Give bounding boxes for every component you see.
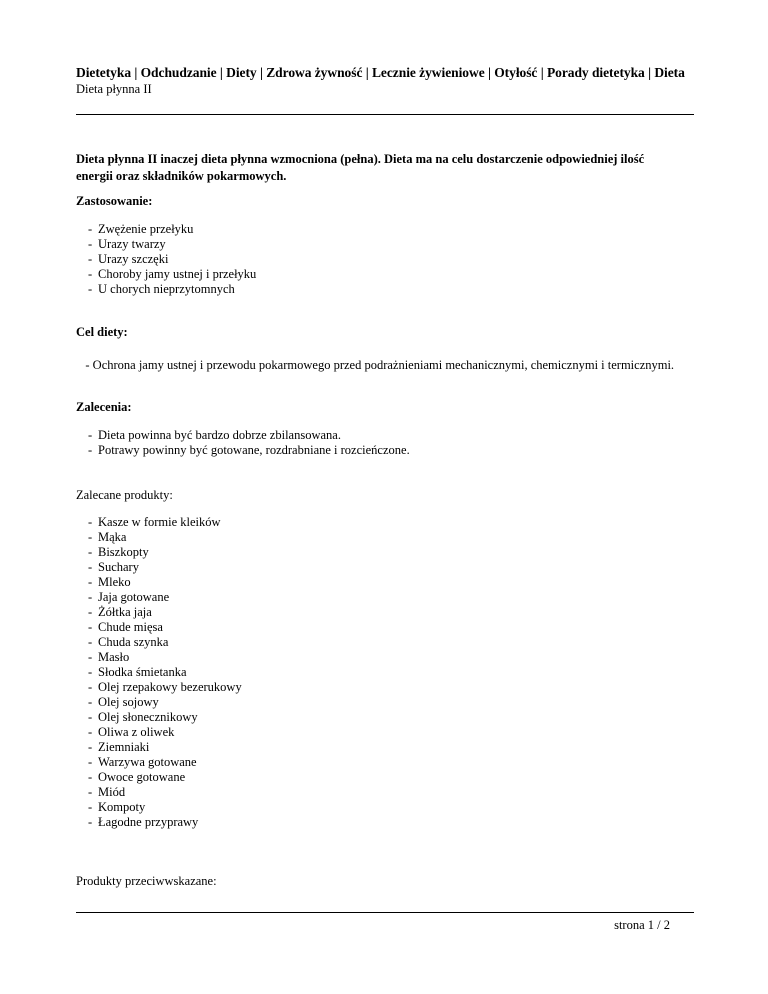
list-bullet: - bbox=[88, 620, 93, 634]
cel-diety-paragraph: - Ochrona jamy ustnej i przewodu pokarmowego przed podrażnieniami mechanicznymi, chemicznymi i termicznymi. bbox=[76, 358, 675, 372]
list-item bbox=[88, 222, 256, 237]
header-divider bbox=[76, 114, 694, 115]
list-item-text: Masło bbox=[98, 650, 130, 664]
list-item-text: Łagodne przyprawy bbox=[98, 815, 199, 829]
list-item-text: Mleko bbox=[98, 575, 131, 589]
page-number: strona 1 / 2 bbox=[614, 918, 670, 932]
section-heading-cel-diety: Cel diety: bbox=[76, 325, 128, 339]
list-bullet: - bbox=[88, 515, 93, 529]
list-item-text: Jaja gotowane bbox=[98, 590, 170, 604]
list-item bbox=[88, 428, 410, 443]
list-bullet: - bbox=[88, 252, 93, 266]
list-item-text: Żółtka jaja bbox=[98, 605, 152, 619]
list-item bbox=[88, 515, 242, 530]
header-subtitle: Dieta płynna II bbox=[76, 82, 152, 96]
list-item bbox=[88, 575, 242, 590]
list-bullet: - bbox=[88, 770, 93, 784]
list-item bbox=[88, 770, 242, 785]
list-item-text: Olej rzepakowy bezerukowy bbox=[98, 680, 242, 694]
list-bullet: - bbox=[88, 428, 93, 442]
list-item-text: Mąka bbox=[98, 530, 127, 544]
list-item bbox=[88, 443, 410, 458]
list-item bbox=[88, 545, 242, 560]
list-bullet: - bbox=[88, 755, 93, 769]
list-bullet: - bbox=[88, 635, 93, 649]
list-item bbox=[88, 282, 256, 297]
list-bullet: - bbox=[88, 695, 93, 709]
list-bullet: - bbox=[88, 740, 93, 754]
list-item-text: Owoce gotowane bbox=[98, 770, 186, 784]
list-bullet: - bbox=[88, 605, 93, 619]
list-item bbox=[88, 800, 242, 815]
list-item bbox=[88, 815, 242, 830]
list-bullet: - bbox=[88, 575, 93, 589]
list-item-text: Słodka śmietanka bbox=[98, 665, 187, 679]
list-bullet: - bbox=[88, 590, 93, 604]
list-item bbox=[88, 605, 242, 620]
list-item-text: Olej słonecznikowy bbox=[98, 710, 198, 724]
list-item-text: Zwężenie przełyku bbox=[98, 222, 194, 236]
section-heading-zastosowanie: Zastosowanie: bbox=[76, 194, 153, 208]
list-item-text: Olej sojowy bbox=[98, 695, 159, 709]
list-item bbox=[88, 665, 242, 680]
list-item bbox=[88, 680, 242, 695]
list-bullet: - bbox=[88, 725, 93, 739]
list-bullet: - bbox=[88, 530, 93, 544]
list-item-text: Biszkopty bbox=[98, 545, 149, 559]
list-item-text: Chuda szynka bbox=[98, 635, 169, 649]
list-bullet: - bbox=[88, 680, 93, 694]
list-item-text: Ziemniaki bbox=[98, 740, 150, 754]
list-item-text: Miód bbox=[98, 785, 126, 799]
intro-paragraph: Dieta płynna II inaczej dieta płynna wzmocniona (pełna). Dieta ma na celu dostarczenie odpowiedniej ilość energii oraz składników pokarmowych. bbox=[76, 152, 645, 183]
list-item-text: U chorych nieprzytomnych bbox=[98, 282, 235, 296]
header-title: Dietetyka | Odchudzanie | Diety | Zdrowa żywność | Lecznie żywieniowe | Otyłość | Porady dietetyka | Dieta bbox=[76, 65, 685, 80]
list-bullet: - bbox=[88, 443, 93, 457]
section-heading-zalecenia: Zalecenia: bbox=[76, 400, 132, 414]
list-item-text: Kasze w formie kleików bbox=[98, 515, 221, 529]
list-item bbox=[88, 267, 256, 282]
list-item-text: Chude mięsa bbox=[98, 620, 163, 634]
list-item bbox=[88, 725, 242, 740]
list-item bbox=[88, 530, 242, 545]
list-item-text: Kompoty bbox=[98, 800, 146, 814]
zalecane-produkty-list bbox=[88, 515, 242, 830]
section-heading-zalecane-produkty: Zalecane produkty: bbox=[76, 488, 173, 502]
list-item-text: Dieta powinna być bardzo dobrze zbilansowana. bbox=[98, 428, 341, 442]
list-item bbox=[88, 785, 242, 800]
list-item-text: Urazy szczęki bbox=[98, 252, 169, 266]
list-item bbox=[88, 740, 242, 755]
list-bullet: - bbox=[88, 665, 93, 679]
list-item bbox=[88, 710, 242, 725]
list-item bbox=[88, 252, 256, 267]
list-item-text: Warzywa gotowane bbox=[98, 755, 197, 769]
list-bullet: - bbox=[88, 800, 93, 814]
list-bullet: - bbox=[88, 267, 93, 281]
list-item bbox=[88, 755, 242, 770]
list-item bbox=[88, 650, 242, 665]
list-bullet: - bbox=[88, 545, 93, 559]
list-item bbox=[88, 620, 242, 635]
zastosowanie-list bbox=[88, 222, 256, 297]
zalecenia-list bbox=[88, 428, 410, 458]
list-item-text: Urazy twarzy bbox=[98, 237, 166, 251]
list-bullet: - bbox=[88, 785, 93, 799]
list-item bbox=[88, 560, 242, 575]
list-bullet: - bbox=[88, 237, 93, 251]
footer-divider bbox=[76, 912, 694, 913]
list-bullet: - bbox=[88, 222, 93, 236]
list-bullet: - bbox=[88, 710, 93, 724]
list-item bbox=[88, 590, 242, 605]
list-bullet: - bbox=[88, 560, 93, 574]
list-item-text: Potrawy powinny być gotowane, rozdrabniane i rozcieńczone. bbox=[98, 443, 410, 457]
list-item bbox=[88, 635, 242, 650]
list-bullet: - bbox=[88, 815, 93, 829]
list-item bbox=[88, 237, 256, 252]
list-item bbox=[88, 695, 242, 710]
list-item-text: Suchary bbox=[98, 560, 139, 574]
list-bullet: - bbox=[88, 282, 93, 296]
list-item-text: Oliwa z oliwek bbox=[98, 725, 175, 739]
list-item-text: Choroby jamy ustnej i przełyku bbox=[98, 267, 257, 281]
list-bullet: - bbox=[88, 650, 93, 664]
section-heading-produkty-przeciwwskazane: Produkty przeciwwskazane: bbox=[76, 874, 217, 888]
